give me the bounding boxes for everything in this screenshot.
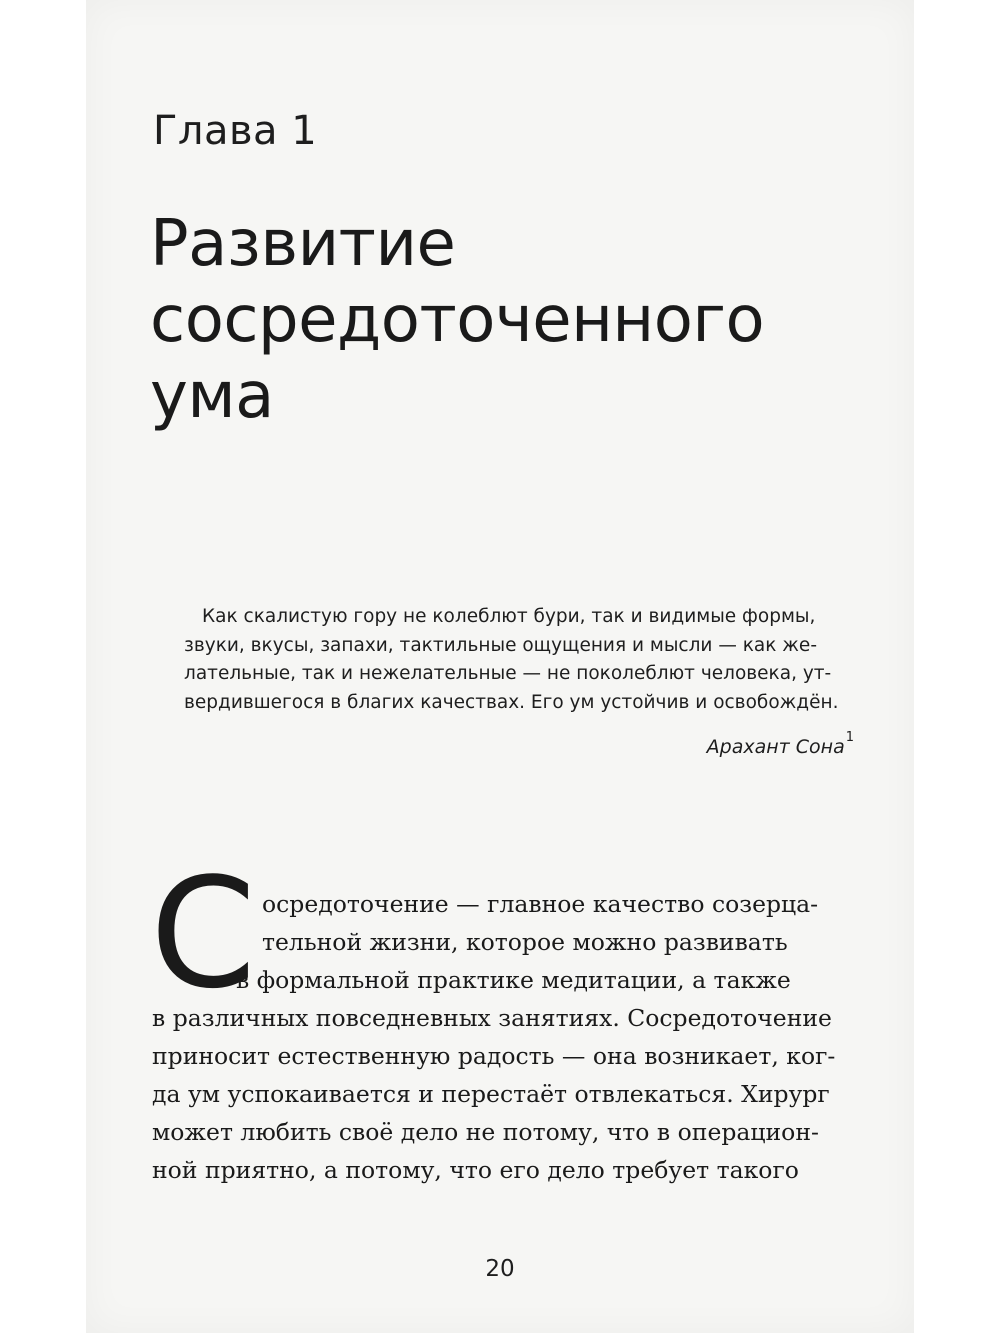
body-line: в формальной практике медитации, а также bbox=[236, 966, 791, 994]
chapter-label: Глава 1 bbox=[153, 108, 318, 154]
body-line: может любить своё дело не потому, что в операцион- bbox=[152, 1118, 819, 1146]
chapter-title-line: Развитие bbox=[150, 207, 456, 281]
epigraph bbox=[184, 603, 860, 717]
epigraph-line: звуки, вкусы, запахи, тактильные ощущения и мысли — как же- bbox=[184, 634, 817, 656]
body-line: осредоточение — главное качество созерца- bbox=[262, 890, 819, 918]
drop-cap: С bbox=[150, 845, 257, 1022]
epigraph-line: Как скалистую гору не колеблют бури, так и видимые формы, bbox=[202, 606, 816, 627]
body-line: да ум успокаивается и перестаёт отвлекаться. Хирург bbox=[152, 1080, 830, 1108]
epigraph-line: вердившегося в благих качествах. Его ум устойчив и освобождён. bbox=[184, 691, 839, 713]
chapter-title-line: ума bbox=[150, 359, 274, 433]
epigraph-line: лательные, так и нежелательные — не поколеблют человека, ут- bbox=[184, 663, 832, 684]
chapter-title bbox=[150, 206, 870, 434]
epigraph-author bbox=[706, 730, 854, 758]
body-line: тельной жизни, которое можно развивать bbox=[262, 928, 788, 956]
body-line: приносит естественную радость — она возникает, ког- bbox=[152, 1042, 836, 1070]
chapter-title-line: сосредоточенного bbox=[150, 283, 765, 357]
body-line: ной приятно, а потому, что его дело требует такого bbox=[152, 1156, 799, 1184]
epigraph-author-name: Арахант Сона bbox=[706, 736, 845, 758]
footnote-mark: 1 bbox=[845, 730, 854, 745]
body-line: в различных повседневных занятиях. Сосредоточение bbox=[152, 1004, 832, 1032]
page-number: 20 bbox=[485, 1256, 515, 1282]
